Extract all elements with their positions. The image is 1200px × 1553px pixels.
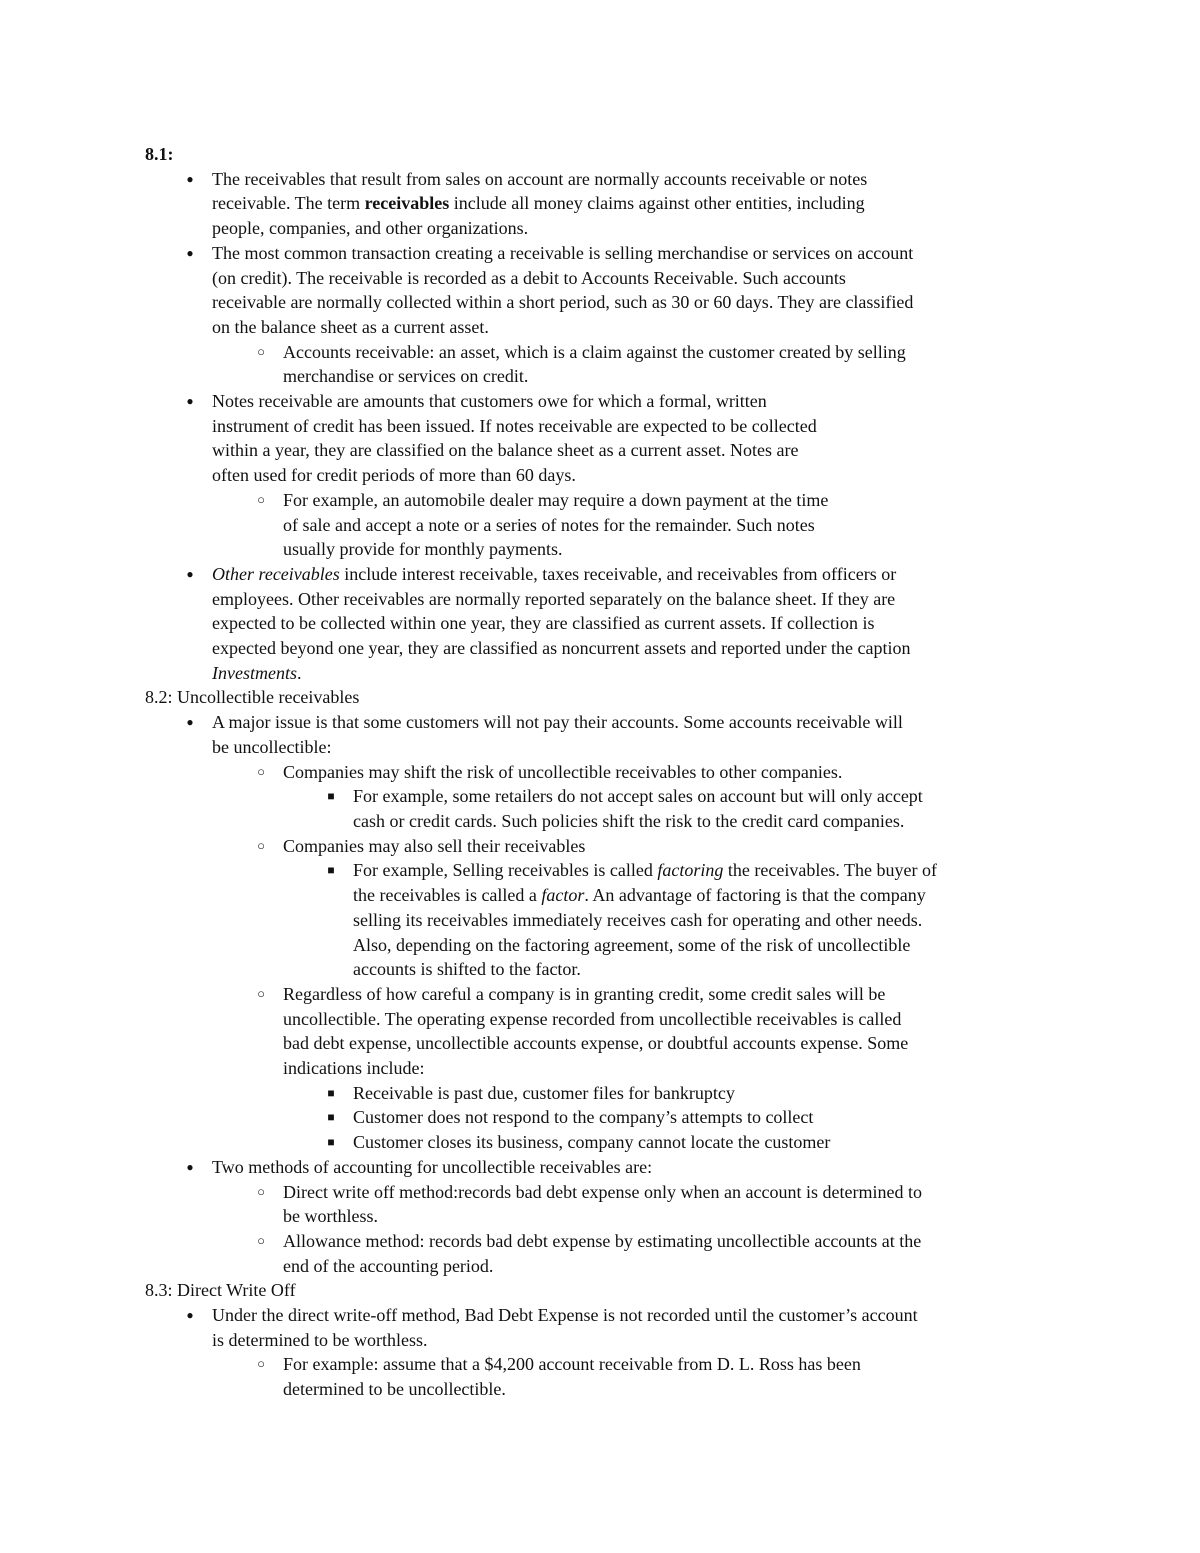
text-run: people, companies, and other organizations. [212, 218, 529, 239]
bullet-filled-circle-icon: ● [186, 394, 194, 409]
text-line [212, 735, 1065, 760]
text-run: Receivable is past due, customer files for bankruptcy [353, 1082, 735, 1103]
text-run: receivable. The term [212, 193, 365, 214]
text-line [212, 463, 1065, 488]
bullet-hollow-circle-icon: ○ [257, 763, 265, 779]
bullet-filled-square-icon: ■ [327, 863, 335, 878]
text-run: receivable are normally collected within a short period, such as 30 or 60 days. They are classified [212, 292, 914, 313]
text-run: For example: assume that a $4,200 account receivable from D. L. Ross has been [283, 1354, 861, 1375]
text-line [283, 1352, 1065, 1377]
text-line [283, 1204, 1065, 1229]
bullet-filled-square-icon: ■ [327, 1085, 335, 1100]
text-line [283, 1031, 1065, 1056]
text-run: Allowance method: records bad debt expense by estimating uncollectible accounts at the [283, 1230, 922, 1251]
text-run: cash or credit cards. Such policies shift the risk to the credit card companies. [353, 810, 905, 831]
bullet-filled-square-icon: ■ [327, 789, 335, 804]
bullet-filled-square-icon: ■ [327, 1110, 335, 1125]
text-run: uncollectible. The operating expense recorded from uncollectible receivables is called [283, 1008, 902, 1029]
text-line [212, 389, 1065, 414]
text-run: The most common transaction creating a receivable is selling merchandise or services on account [212, 242, 914, 263]
text-line [353, 933, 1065, 958]
list-item-level-1 [186, 562, 1065, 686]
list-item-level-3 [327, 858, 1065, 982]
list-item-level-2 [257, 1229, 1065, 1278]
text-run: the receivables is called a [353, 885, 542, 906]
text-run: is determined to be worthless. [212, 1329, 428, 1350]
list-item-level-1 [186, 167, 1065, 241]
text-run: indications include: [283, 1058, 425, 1079]
text-run: employees. Other receivables are normally reported separately on the balance sheet. If they are [212, 588, 896, 609]
text-line [212, 710, 1065, 735]
italic-term: factor [541, 885, 585, 906]
text-line [353, 858, 1065, 883]
bullet-filled-circle-icon: ● [186, 245, 194, 260]
text-run: Accounts receivable: an asset, which is a claim against the customer created by selling [283, 341, 906, 362]
bullet-hollow-circle-icon: ○ [257, 985, 265, 1001]
section-heading: 8.1: [145, 144, 174, 164]
text-run: instrument of credit has been issued. If notes receivable are expected to be collected [212, 415, 817, 436]
bullet-filled-circle-icon: ● [186, 566, 194, 581]
text-line [353, 1105, 1065, 1130]
text-run: For example, Selling receivables is called [353, 860, 658, 881]
text-run: be uncollectible: [212, 736, 332, 757]
text-line [212, 1328, 1065, 1353]
text-line [283, 1377, 1065, 1402]
bullet-hollow-circle-icon: ○ [257, 1356, 265, 1372]
text-line [212, 1303, 1065, 1328]
document-body [145, 142, 1065, 1402]
text-line [283, 1180, 1065, 1205]
text-run: expected to be collected within one year, they are classified as current assets. If collection is [212, 613, 875, 634]
list-item-level-1 [186, 1303, 1065, 1352]
list-item-level-2 [257, 834, 1065, 859]
text-run: often used for credit periods of more than 60 days. [212, 465, 576, 486]
text-run: Under the direct write-off method, Bad Debt Expense is not recorded until the customer’s account [212, 1305, 918, 1326]
text-run: For example, some retailers do not accept sales on account but will only accept [353, 786, 923, 807]
text-line [212, 266, 1065, 291]
text-line [212, 167, 1065, 192]
text-run: Companies may also sell their receivables [283, 835, 586, 856]
list-item-level-2 [257, 488, 1065, 562]
list-item-level-1 [186, 710, 1065, 759]
text-line [212, 661, 1065, 686]
text-run: A major issue is that some customers will not pay their accounts. Some accounts receivable will [212, 712, 903, 733]
text-line [283, 1254, 1065, 1279]
list-item-level-2 [257, 760, 1065, 785]
text-line [212, 1155, 1065, 1180]
text-line [353, 1081, 1065, 1106]
text-line [212, 290, 1065, 315]
text-line [283, 537, 1065, 562]
bullet-hollow-circle-icon: ○ [257, 491, 265, 507]
bullet-hollow-circle-icon: ○ [257, 837, 265, 853]
text-run: (on credit). The receivable is recorded as a debit to Accounts Receivable. Such accounts [212, 267, 846, 288]
text-line [283, 488, 1065, 513]
text-line [353, 908, 1065, 933]
text-line [283, 982, 1065, 1007]
text-line [283, 1229, 1065, 1254]
text-line [353, 957, 1065, 982]
text-run: determined to be uncollectible. [283, 1379, 506, 1400]
list-item-level-2 [257, 1180, 1065, 1229]
text-line [283, 364, 1065, 389]
text-line [283, 513, 1065, 538]
text-line [283, 1056, 1065, 1081]
text-run: expected beyond one year, they are classified as noncurrent assets and reported under the caption [212, 638, 911, 659]
text-run: merchandise or services on credit. [283, 366, 529, 387]
text-run: include interest receivable, taxes receivable, and receivables from officers or [339, 563, 897, 584]
text-line [353, 809, 1065, 834]
text-run: selling its receivables immediately receives cash for operating and other needs. [353, 909, 923, 930]
text-run: Regardless of how careful a company is in granting credit, some credit sales will be [283, 983, 886, 1004]
list-item-level-3 [327, 784, 1065, 833]
text-run: accounts is shifted to the factor. [353, 959, 581, 980]
text-line [212, 216, 1065, 241]
text-run: bad debt expense, uncollectible accounts expense, or doubtful accounts expense. Some [283, 1033, 909, 1054]
text-line [212, 611, 1065, 636]
text-run: Direct write off method:records bad debt expense only when an account is determined to [283, 1181, 922, 1202]
list-item-level-1 [186, 241, 1065, 340]
text-line [283, 834, 1065, 859]
bullet-filled-circle-icon: ● [186, 1159, 194, 1174]
text-run: usually provide for monthly payments. [283, 539, 563, 560]
text-line [212, 191, 1065, 216]
text-run: . [296, 662, 302, 683]
italic-term: factoring [657, 860, 724, 881]
list-item-level-1 [186, 389, 1065, 488]
bullet-filled-circle-icon: ● [186, 715, 194, 730]
text-line [283, 760, 1065, 785]
text-line [283, 340, 1065, 365]
bullet-hollow-circle-icon: ○ [257, 1232, 265, 1248]
text-run: the receivables. The buyer of [723, 860, 937, 881]
text-run: Customer closes its business, company cannot locate the customer [353, 1132, 831, 1153]
italic-term: Other receivables [212, 563, 340, 584]
text-line [212, 636, 1065, 661]
text-run: For example, an automobile dealer may require a down payment at the time [283, 489, 829, 510]
bullet-hollow-circle-icon: ○ [257, 343, 265, 359]
italic-term: Investments [212, 662, 297, 683]
text-run: be worthless. [283, 1206, 378, 1227]
text-run: . An advantage of factoring is that the company [584, 885, 926, 906]
list-item-level-3 [327, 1081, 1065, 1106]
list-item-level-3 [327, 1130, 1065, 1155]
text-run: The receivables that result from sales on account are normally accounts receivable or notes [212, 168, 868, 189]
text-run: Customer does not respond to the company’s attempts to collect [353, 1107, 814, 1128]
text-line [353, 1130, 1065, 1155]
text-run: include all money claims against other entities, including [449, 193, 865, 214]
text-run: on the balance sheet as a current asset. [212, 316, 489, 337]
text-run: Companies may shift the risk of uncollectible receivables to other companies. [283, 761, 843, 782]
text-run: Notes receivable are amounts that customers owe for which a formal, written [212, 391, 767, 412]
list-item-level-2 [257, 1352, 1065, 1401]
section-heading: 8.2: Uncollectible receivables [145, 687, 360, 708]
bullet-filled-circle-icon: ● [186, 1308, 194, 1323]
list-item-level-1 [186, 1155, 1065, 1180]
bullet-filled-square-icon: ■ [327, 1135, 335, 1150]
text-run: Also, depending on the factoring agreement, some of the risk of uncollectible [353, 934, 911, 955]
text-line [353, 784, 1065, 809]
text-run: end of the accounting period. [283, 1255, 494, 1276]
text-line [212, 587, 1065, 612]
text-line [212, 315, 1065, 340]
text-run: of sale and accept a note or a series of notes for the remainder. Such notes [283, 514, 815, 535]
bullet-filled-circle-icon: ● [186, 171, 194, 186]
text-line [353, 883, 1065, 908]
text-line [212, 562, 1065, 587]
text-line [283, 1007, 1065, 1032]
text-line [212, 414, 1065, 439]
list-item-level-2 [257, 982, 1065, 1081]
text-run: Two methods of accounting for uncollectible receivables are: [212, 1156, 653, 1177]
list-item-level-2 [257, 340, 1065, 389]
section-heading: 8.3: Direct Write Off [145, 1280, 296, 1301]
bullet-hollow-circle-icon: ○ [257, 1183, 265, 1199]
bold-term: receivables [364, 193, 450, 214]
text-run: within a year, they are classified on the balance sheet as a current asset. Notes are [212, 440, 799, 461]
text-line [212, 241, 1065, 266]
text-line [212, 438, 1065, 463]
list-item-level-3 [327, 1105, 1065, 1130]
